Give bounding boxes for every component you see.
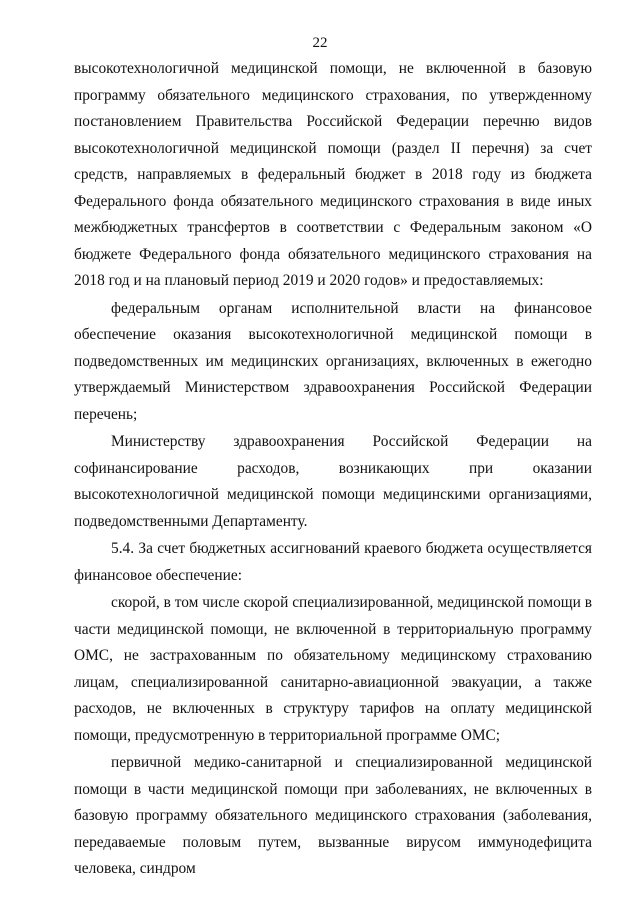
paragraph-section-5-4: 5.4. За счет бюджетных ассигнований краевого бюджета осуществляется финансовое обеспечение: <box>74 540 592 584</box>
document-body <box>74 56 592 883</box>
paragraph-continuation: высокотехнологичной медицинской помощи, не включенной в базовую программу обязательного медицинского страхования, по утвержденному постановлением Правительства Российской Федерации перечню видов высокотехнологичной медицинской помощи (раздел II перечня) за счет средств, направляемых в федеральный бюджет в 2018 году из бюджета Федерального фонда обязательного медицинского страхования в виде иных межбюджетных трансфертов в соответствии с Федеральным законом «О бюджете Федерального фонда обязательного медицинского страхования на 2018 год и на плановый период 2019 и 2020 годов» и предоставляемых: <box>74 60 592 289</box>
paragraph-ministry: Министерству здравоохранения Российской Федерации на софинансирование расходов, возникающих при оказании высокотехнологичной медицинской помощи медицинскими организациями, подведомственными Департаменту. <box>74 433 592 530</box>
paragraph-primary-care: первичной медико-санитарной и специализированной медицинской помощи в части медицинской помощи при заболеваниях, не включенных в базовую программу обязательного медицинского страхования (заболевания, передаваемые половым путем, вызванные вирусом иммунодефицита человека, синдром <box>74 754 592 877</box>
page-number: 22 <box>312 35 328 51</box>
paragraph-federal-bodies: федеральным органам исполнительной власти на финансовое обеспечение оказания высокотехнологичной медицинской помощи в подведомственных им медицинских организациях, включенных в ежегодно утверждаемый Министерством здравоохранения Российской Федерации перечень; <box>74 299 592 423</box>
paragraph-emergency-care: скорой, в том числе скорой специализированной, медицинской помощи в части медицинской помощи, не включенной в территориальную программу ОМС, не застрахованным по обязательному медицинскому страхованию лицам, специализированной санитарно-авиационной эвакуации, а также расходов, не включенных в структуру тарифов на оплату медицинской помощи, предусмотренную в территориальной программе ОМС; <box>74 594 592 744</box>
